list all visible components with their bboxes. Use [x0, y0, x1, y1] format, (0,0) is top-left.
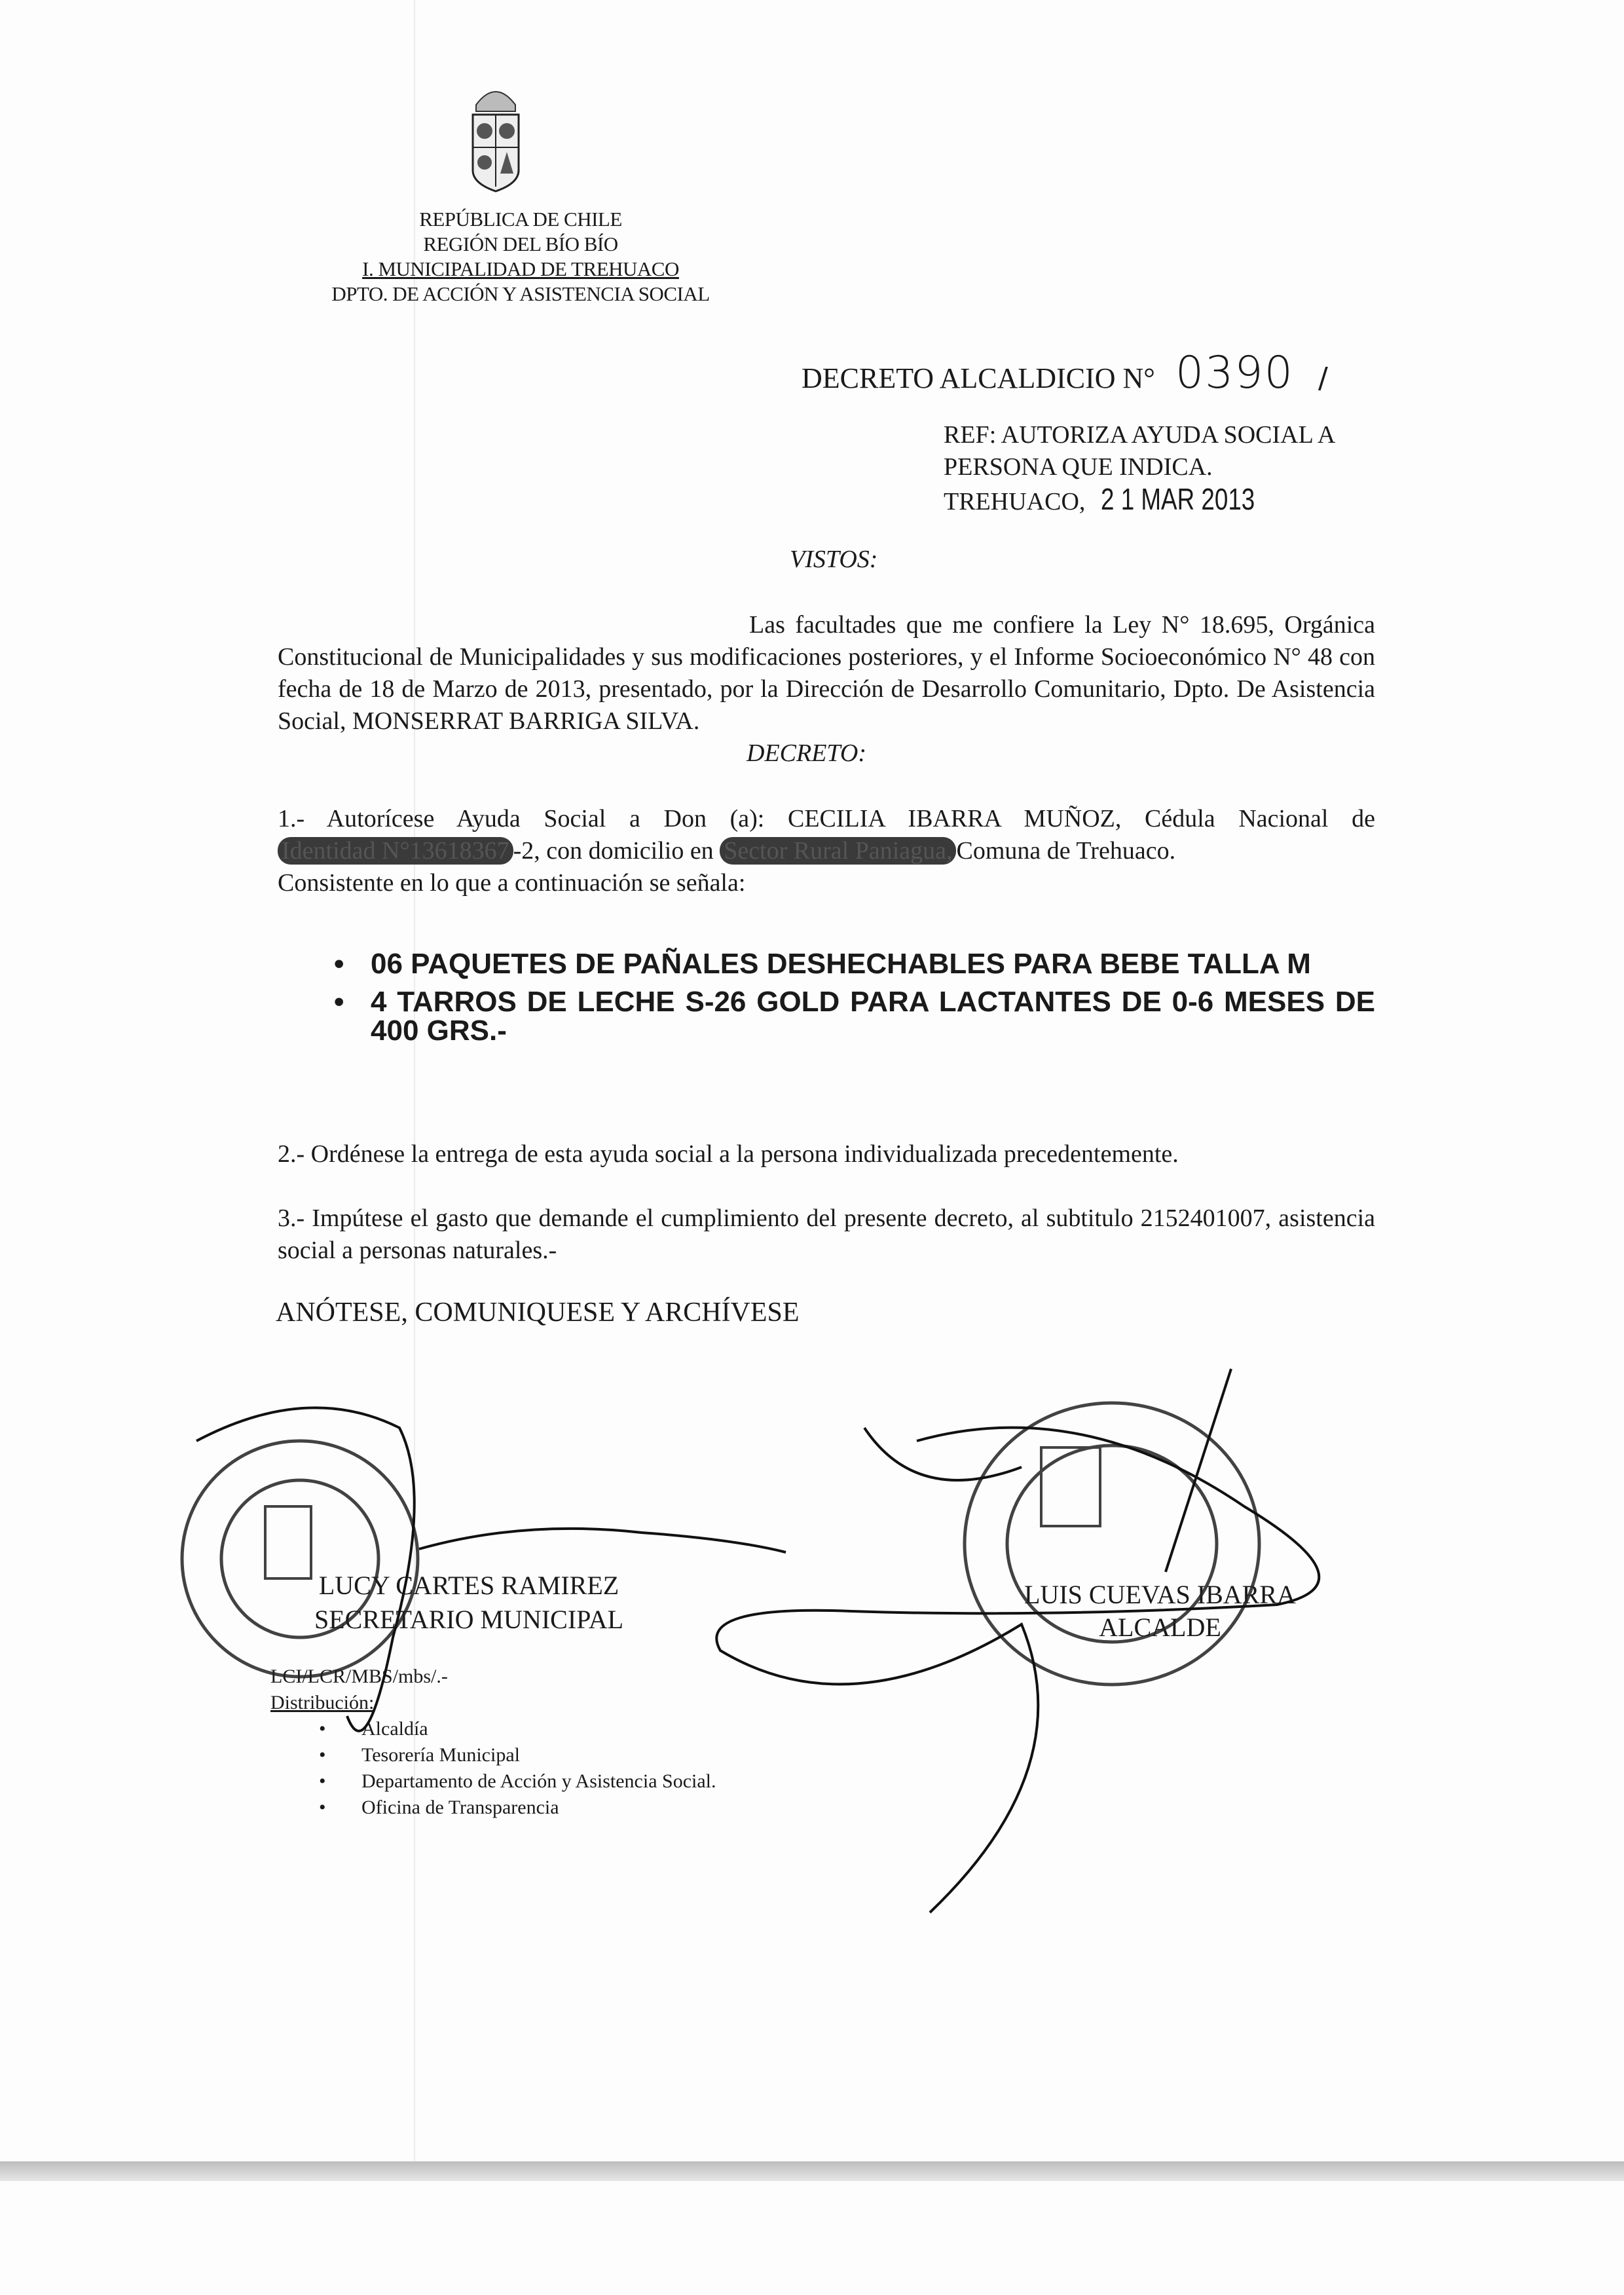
right-signature-block [1024, 1578, 1296, 1644]
goods-item [334, 988, 1375, 1045]
header-line: I. MUNICIPALIDAD DE TREHUACO [362, 257, 679, 280]
ref-line: PERSONA QUE INDICA. [944, 453, 1213, 481]
date-stamp: 2 1 MAR 2013 [1100, 482, 1255, 516]
redacted-id: Identidad N°13618367 [278, 837, 513, 865]
distribution-text: Tesorería Municipal [361, 1744, 520, 1766]
left-signer-role: SECRETARIO MUNICIPAL [314, 1605, 624, 1634]
distribution-item [270, 1795, 716, 1821]
goods-text: 06 PAQUETES DE PAÑALES DESHECHABLES PARA BEBE TALLA M [371, 948, 1311, 980]
goods-list [334, 950, 1375, 1054]
closing-text: ANÓTESE, COMUNIQUESE Y ARCHÍVESE [276, 1297, 800, 1328]
right-signer-role: ALCALDE [1099, 1613, 1221, 1642]
distribution-text: Oficina de Transparencia [361, 1797, 559, 1818]
ref-place: TREHUACO, [944, 488, 1086, 515]
bullet-icon: • [334, 986, 344, 1018]
coat-of-arms-logo [466, 79, 525, 193]
distribution-item [270, 1768, 716, 1795]
bullet-icon: • [334, 948, 344, 980]
right-signer-name: LUIS CUEVAS IBARRA [1024, 1580, 1296, 1609]
decreto-item-2: 2.- Ordénese la entrega de esta ayuda social a la persona individualizada precedentemente. [278, 1140, 1179, 1168]
distribution-text: Departamento de Acción y Asistencia Social. [361, 1770, 716, 1792]
distribution-item [270, 1742, 716, 1768]
header-line: REPÚBLICA DE CHILE [419, 208, 622, 231]
left-signer-name: LUCY CARTES RAMIREZ [318, 1571, 619, 1600]
redacted-address: Sector Rural Paniagua, [720, 837, 956, 865]
distribution-label: Distribución: [270, 1692, 375, 1713]
decreto-heading: DECRETO: [747, 739, 866, 767]
header-block [249, 207, 792, 307]
left-signature-block [314, 1569, 623, 1637]
bullet-icon: • [319, 1718, 326, 1740]
bullet-icon: • [319, 1770, 326, 1792]
item1-text: -2, con domicilio en [513, 837, 714, 865]
scan-fold-line [414, 0, 415, 2161]
scan-bottom-edge [0, 2161, 1624, 2181]
decreto-item-3: 3.- Impútese el gasto que demande el cumplimiento del presente decreto, al subtitulo 2152401007, asistencia social a personas naturales.- [278, 1204, 1375, 1264]
bullet-icon: • [319, 1797, 326, 1818]
distribution-block [270, 1664, 716, 1821]
distribution-item [270, 1716, 716, 1742]
decree-number-handwritten: 0390 [1175, 347, 1294, 399]
bullet-icon: • [319, 1744, 326, 1766]
item1-line: Consistente en lo que a continuación se señala: [278, 869, 746, 897]
initials: LCI/LCR/MBS/mbs/.- [270, 1666, 448, 1687]
vistos-paragraph: Las facultades que me confiere la Ley N° 18.695, Orgánica Constitucional de Municipalidades y sus modificaciones posteriores, y el Informe Socioeconómico N° 48 con fecha de 18 de Marzo de 2013, presentado, por la Dirección de Desarrollo Comunitario, Dpto. De Asistencia Social, MONSERRAT BARRIGA SILVA. [278, 611, 1375, 735]
decree-slash: / [1318, 362, 1328, 395]
decreto-item-1 [278, 803, 1375, 899]
decree-title-text: DECRETO ALCALDICIO N° [802, 362, 1155, 394]
item1-text: Comuna de Trehuaco. [956, 837, 1176, 865]
goods-item [334, 950, 1375, 979]
item1-line: 1.- Autorícese Ayuda Social a Don (a): CECILIA IBARRA MUÑOZ, Cédula Nacional de [278, 805, 1375, 832]
decree-title [802, 347, 1328, 399]
ref-line: REF: AUTORIZA AYUDA SOCIAL A [944, 421, 1336, 449]
vistos-heading: VISTOS: [790, 546, 878, 573]
left-official-stamp [182, 1441, 418, 1677]
ref-block [944, 419, 1335, 518]
header-line: DPTO. DE ACCIÓN Y ASISTENCIA SOCIAL [331, 282, 710, 305]
distribution-text: Alcaldía [361, 1718, 428, 1740]
header-line: REGIÓN DEL BÍO BÍO [423, 233, 618, 255]
goods-text: 4 TARROS DE LECHE S-26 GOLD PARA LACTANTES DE 0-6 MESES DE 400 GRS.- [371, 986, 1375, 1047]
